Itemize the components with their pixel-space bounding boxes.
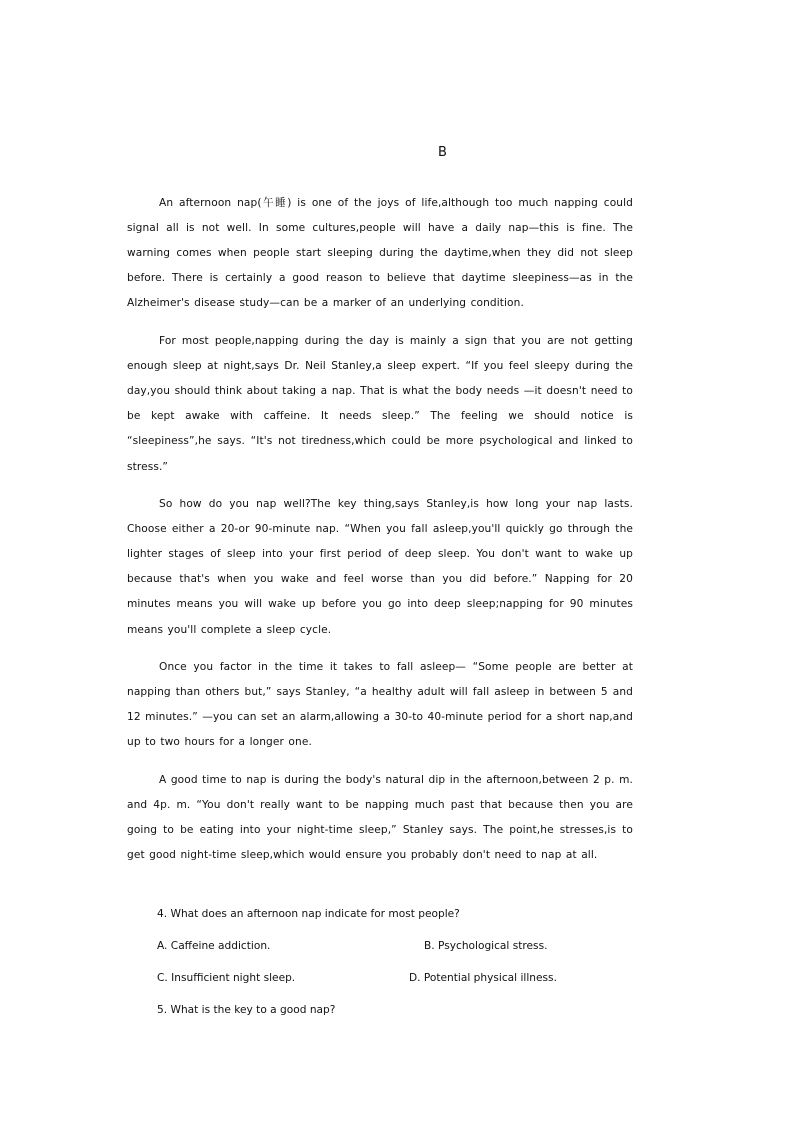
- passage-paragraph-5: A good time to nap is during the body's natural dip in the afternoon,between 2 p. m. and 4p. m. “You don't really want to be napping much past that because then you are going to be eating into your night-time sleep,” Stanley says. The point,he stresses,is to get good night-time sleep,which would ensure you probably don't need to nap at all.: [127, 773, 633, 862]
- passage-paragraph-3: So how do you nap well?The key thing,says Stanley,is how long your nap lasts. Choose either a 20-or 90-minute nap. “When you fall asleep,you'll quickly go through the lighter stages of sleep into your first period of deep sleep. You don't want to wake up because that's when you wake and feel worse than you did before.” Napping for 20 minutes means you will wake up before you go into deep sleep;napping for 90 minutes means you'll complete a sleep cycle.: [127, 497, 633, 636]
- question-4-option-c: C. Insufficient night sleep.: [157, 972, 296, 984]
- section-heading: B: [438, 145, 447, 160]
- passage-paragraph-1: An afternoon nap(午睡) is one of the joys of life,although too much napping could signal all is not well. In some cultures,people will have a daily nap—this is fine. The warning comes when people start sleeping during the daytime,when they did not sleep before. There is certainly a good reason to believe that daytime sleepiness—as in the Alzheimer's disease study—can be a marker of an underlying condition.: [127, 196, 633, 310]
- passage-paragraph-2: For most people,napping during the day is mainly a sign that you are not getting enough sleep at night,says Dr. Neil Stanley,a sleep expert. “If you feel sleepy during the day,you should think about taking a nap. That is what the body needs —it doesn't need to be kept awake with caffeine. It needs sleep.” The feeling we should notice is “sleepiness”,he says. “It's not tiredness,which could be more psychological and linked to stress.”: [127, 334, 633, 473]
- question-4-stem: 4. What does an afternoon nap indicate for most people?: [157, 908, 460, 920]
- passage-paragraph-4: Once you factor in the time it takes to fall asleep— “Some people are better at napping than others but,” says Stanley, “a healthy adult will fall asleep in between 5 and 12 minutes.” —you can set an alarm,allowing a 30-to 40-minute period for a short nap,and up to two hours for a longer one.: [127, 660, 633, 749]
- question-4-option-b: B. Psychological stress.: [424, 940, 548, 952]
- question-4-option-a: A. Caffeine addiction.: [157, 940, 271, 952]
- question-4-option-d: D. Potential physical illness.: [409, 972, 557, 984]
- question-5-stem: 5. What is the key to a good nap?: [157, 1004, 336, 1016]
